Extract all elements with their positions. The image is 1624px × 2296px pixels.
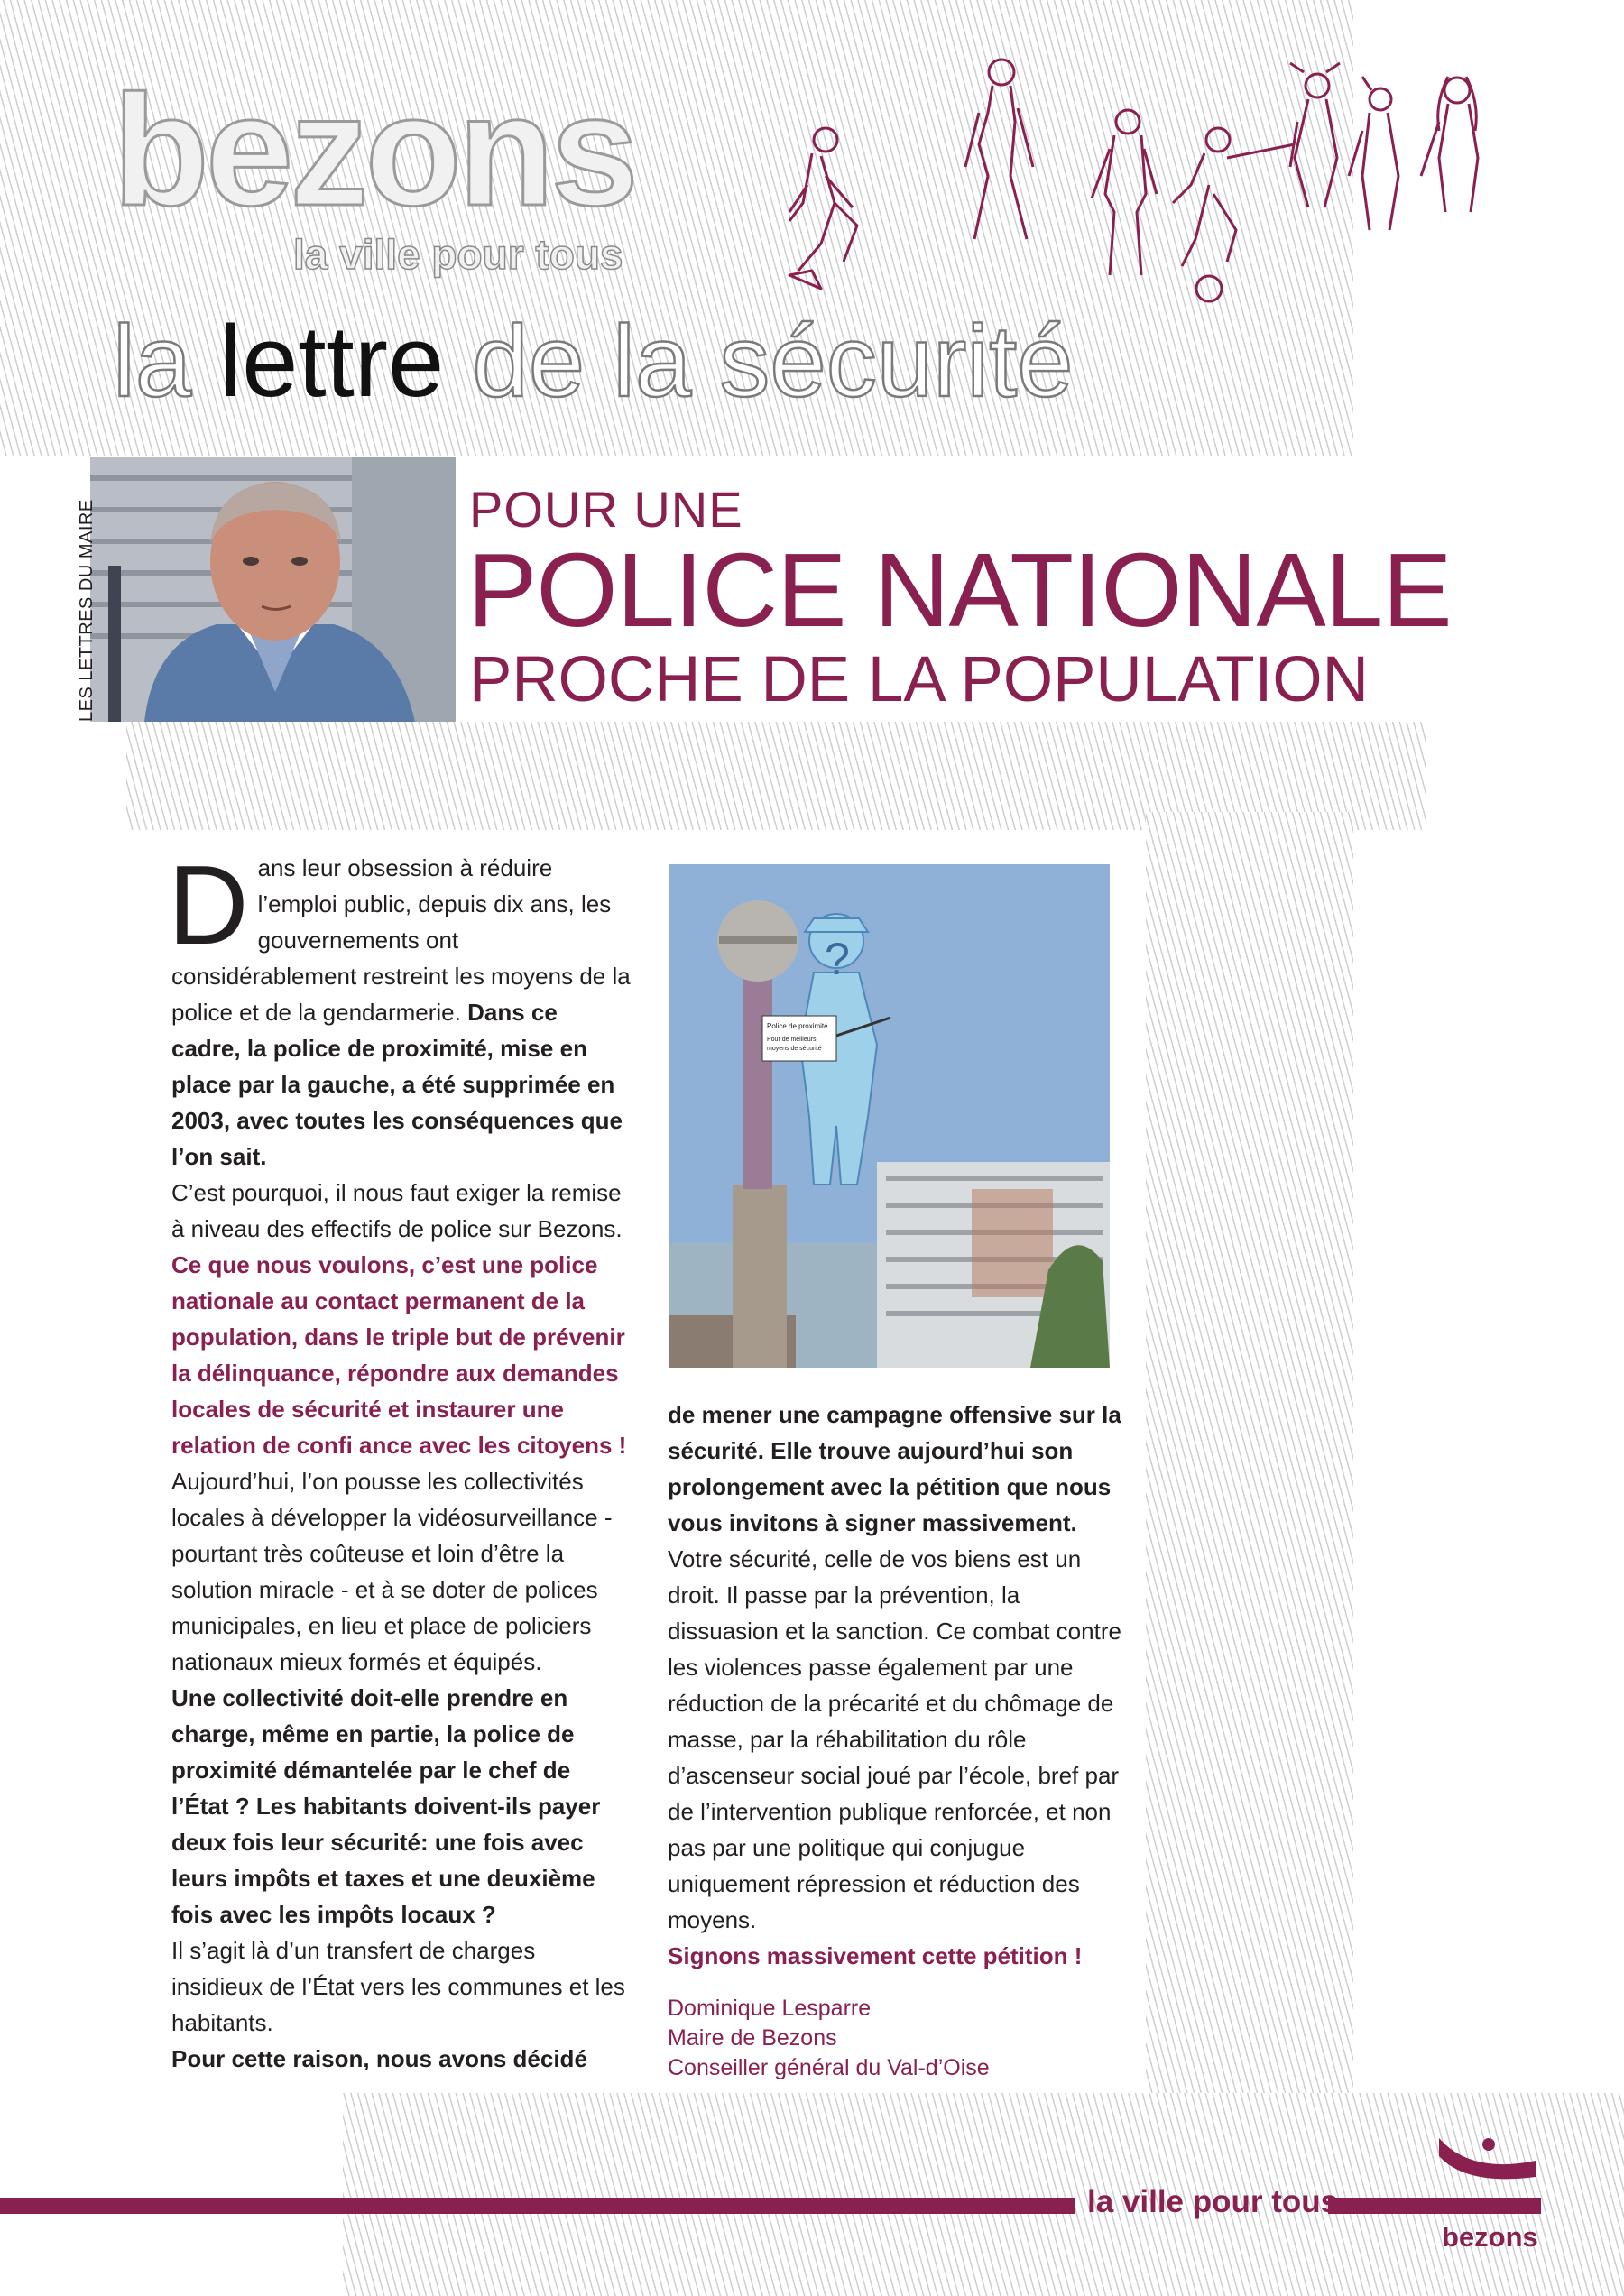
sign-line-2: Pour de meilleurs bbox=[767, 1037, 817, 1043]
silhouette-child-2 bbox=[1349, 77, 1398, 230]
headline-line-2: POLICE NATIONALE bbox=[467, 531, 1452, 649]
right-stripe-pattern bbox=[1146, 812, 1353, 2093]
sign-line-3: moyens de sécurité bbox=[767, 1046, 822, 1052]
svg-text:?: ? bbox=[825, 934, 850, 984]
article-column-right bbox=[668, 1397, 1128, 1974]
masthead-title bbox=[113, 305, 1074, 418]
signature-name: Dominique Lesparre bbox=[668, 1996, 872, 2021]
vertical-section-label: LES LETTRES DU MAIRE bbox=[77, 499, 97, 722]
silhouette-woman-long-hair bbox=[1421, 77, 1478, 212]
paragraph-3-highlight: Ce que nous voulons, c’est une police nationale au contact permanent de la population, dans le triple but de prévenir la délinquance, répondre aux demandes locales de sécurité et instaurer une relation de confi ance avec les citoyens ! bbox=[171, 1251, 627, 1459]
police-cutout-street-photo bbox=[669, 864, 1110, 1368]
silhouette-soccer-player-2 bbox=[1173, 128, 1295, 301]
silhouette-man-standing bbox=[1092, 110, 1157, 275]
sign-line-1: Police de proximité bbox=[767, 1022, 828, 1030]
paragraph-2: C’est pourquoi, il nous faut exiger la remise à niveau des effectifs de police sur Bezons. bbox=[171, 1179, 623, 1242]
article-column-left bbox=[168, 844, 632, 2077]
signature-role-2: Conseiller général du Val-d’Oise bbox=[668, 2055, 990, 2080]
paragraph-1-regular: ans leur obsession à réduire l’emploi public, depuis dix ans, les gouvernements ont considérablement restreint les moyens de la police et de la gendarmerie. bbox=[171, 854, 631, 1026]
people-silhouettes-illustration bbox=[785, 50, 1516, 320]
paragraph-7-start: Pour cette raison, nous avons décidé bbox=[171, 2045, 587, 2072]
paragraph-6: Il s’agit là d’un transfert de charges insidieux de l’État vers les communes et les habitants. bbox=[171, 1937, 625, 2036]
bottom-stripe-pattern bbox=[343, 2093, 1624, 2296]
paragraph-4: Aujourd’hui, l’on pousse les collectivités locales à développer la vidéosurveillance - pourtant très coûteuse et loin d’être la solution miracle - et à se doter de polices municipales, en lieu et place de policiers nationaux mieux formés et équipés. bbox=[171, 1468, 613, 1675]
headline-line-1: POUR UNE bbox=[469, 481, 743, 538]
mayor-portrait-photo bbox=[90, 457, 456, 722]
masthead-part-1: la bbox=[113, 305, 192, 418]
bezons-logo-wordmark: bezons bbox=[113, 63, 635, 239]
logo-tagline: la ville pour tous bbox=[293, 231, 623, 278]
silhouette-soccer-player-1 bbox=[789, 128, 857, 289]
footer-wordmark: bezons bbox=[1442, 2221, 1538, 2253]
footer-bar-right bbox=[1328, 2198, 1541, 2214]
masthead-part-3: de la sécurité bbox=[472, 305, 1074, 418]
silhouette-child-1 bbox=[1290, 63, 1340, 207]
bezons-swoosh-logo-icon bbox=[1435, 2125, 1543, 2197]
footer-tagline: la ville pour tous bbox=[1087, 2184, 1339, 2219]
footer-bar-left bbox=[0, 2198, 1075, 2214]
drop-cap: D bbox=[168, 844, 249, 968]
paragraph-1 bbox=[168, 844, 632, 1175]
paragraph-1-bold: Dans ce cadre, la police de proximité, mise en place par la gauche, a été supprimée en 2003, avec toutes les conséquences que l’on sait. bbox=[171, 999, 623, 1170]
paragraph-7-continued: de mener une campagne offensive sur la sécurité. Elle trouve aujourd’hui son prolongement avec la pétition que nous vous invitons à signer massivement. bbox=[668, 1401, 1121, 1536]
signature-role-1: Maire de Bezons bbox=[668, 2025, 837, 2051]
paragraph-5-bold: Une collectivité doit-elle prendre en charge, même en partie, la police de proximité démantelée par le chef de l’État ? Les habitants doivent-ils payer deux fois leur sécurité: une fois avec leurs impôts et taxes et une deuxième fois avec les impôts locaux ? bbox=[171, 1684, 601, 1928]
signature-block bbox=[668, 1994, 990, 2083]
paragraph-9-highlight: Signons massivement cette pétition ! bbox=[668, 1942, 1083, 1969]
paragraph-8: Votre sécurité, celle de vos biens est un droit. Il passe par la prévention, la dissuasion et la sanction. Ce combat contre les violences passe également par une réduction de la précarité et du chômage de masse, par la réhabilitation du rôle d’ascenseur social joué par l’école, bref par de l’intervention publique renforcée, et non pas par une politique qui conjugue uniquement répression et réduction des moyens. bbox=[668, 1545, 1121, 1933]
headline-line-3: PROCHE DE LA POPULATION bbox=[469, 644, 1369, 715]
masthead-part-2: lettre bbox=[219, 305, 445, 418]
silhouette-woman-walking bbox=[965, 60, 1033, 239]
